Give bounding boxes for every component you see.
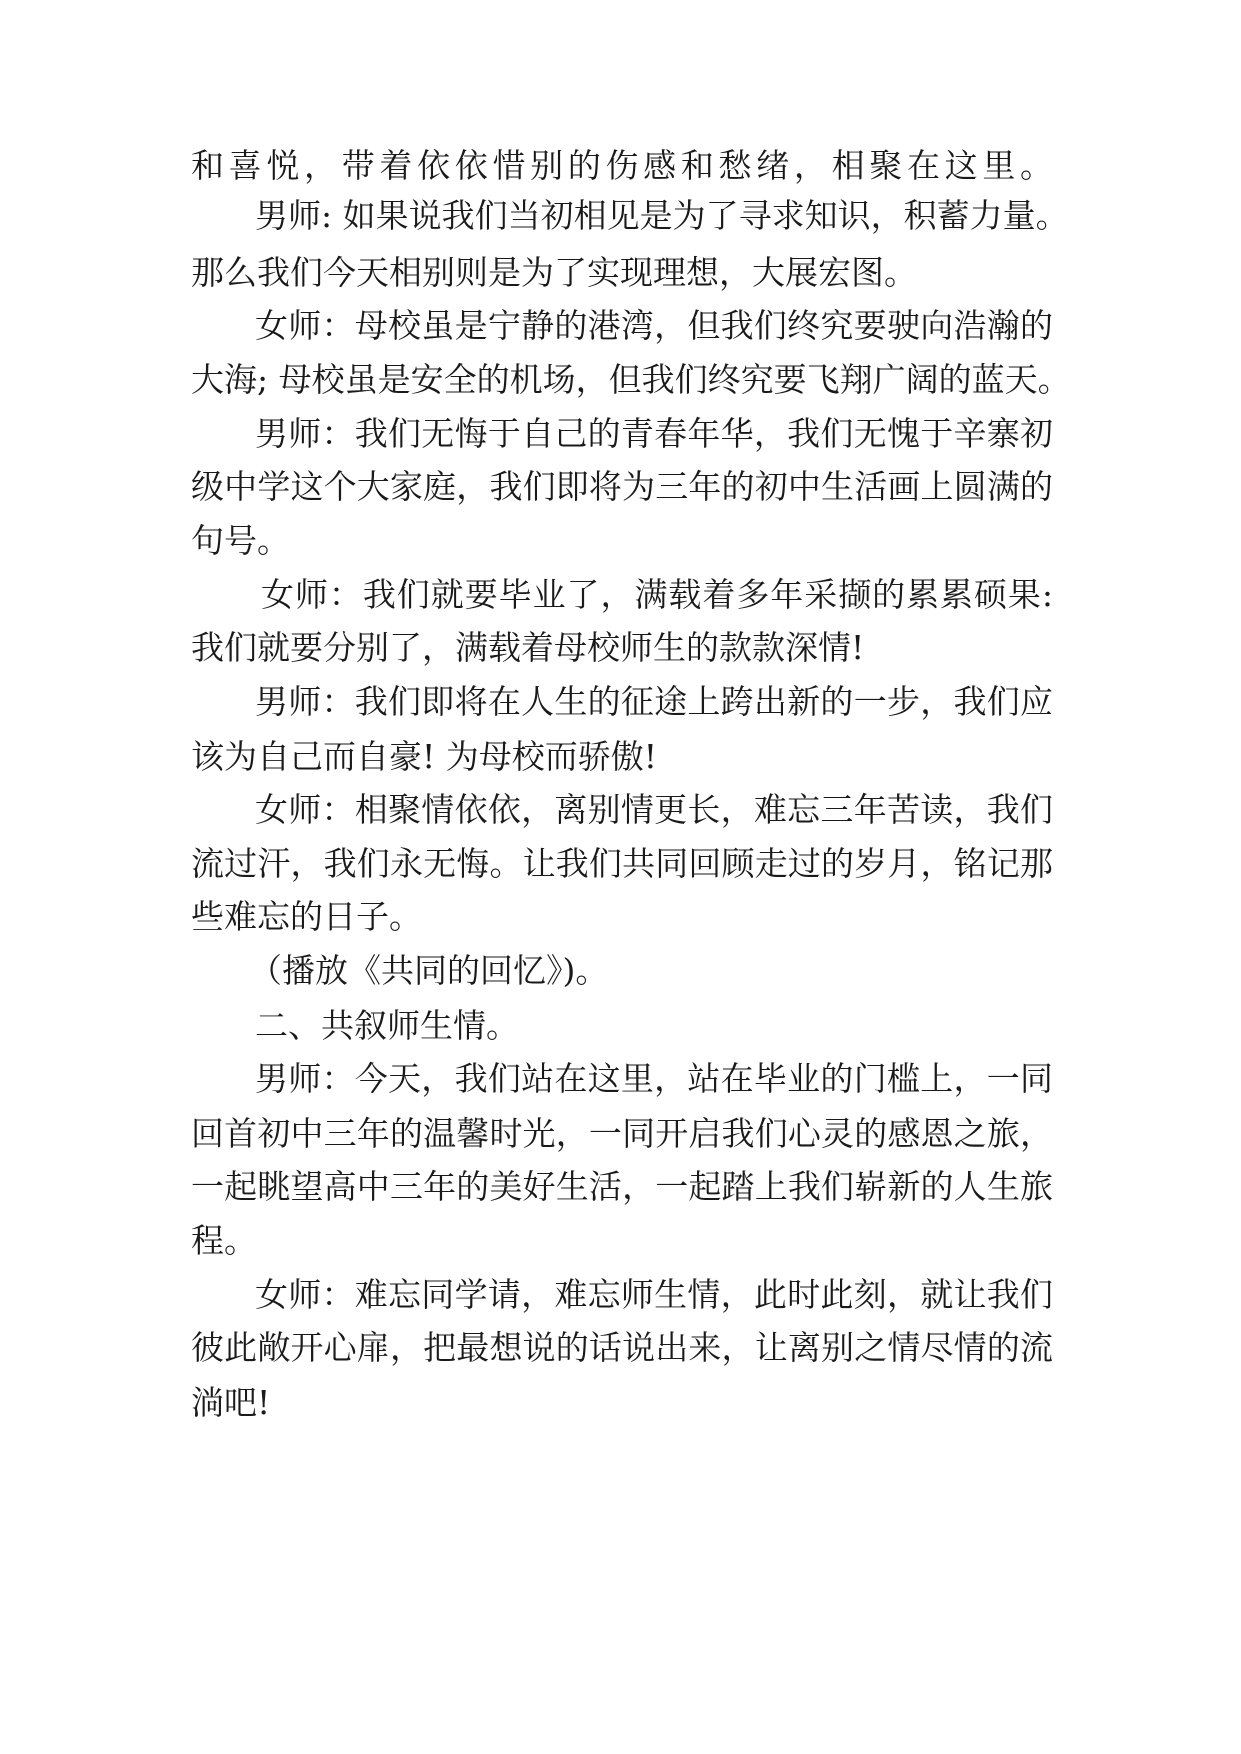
text-line: 回首初中三年的温馨时光，一同开启我们心灵的感恩之旅， bbox=[191, 1114, 1053, 1153]
text-line: 男师: 如果说我们当初相见是为了寻求知识，积蓄力量。 bbox=[255, 196, 1069, 235]
text-line: 句号。 bbox=[191, 521, 290, 560]
text-line: （播放《共同的回忆》)。 bbox=[249, 951, 609, 990]
text-line: 男师：我们无悔于自己的青春年华，我们无愧于辛寨初 bbox=[255, 414, 1053, 453]
text-line: 女师：母校虽是宁静的港湾，但我们终究要驶向浩瀚的 bbox=[255, 306, 1053, 345]
text-line: 男师：我们即将在人生的征途上跨出新的一步，我们应 bbox=[255, 682, 1053, 721]
text-line: 级中学这个大家庭，我们即将为三年的初中生活画上圆满的 bbox=[191, 467, 1053, 506]
text-line: 彼此敞开心扉，把最想说的话说出来，让离别之情尽情的流 bbox=[191, 1328, 1053, 1367]
text-line: 该为自己而自豪! 为母校而骄傲! bbox=[191, 737, 658, 776]
text-line: 女师：相聚情依依，离别情更长，难忘三年苦读，我们 bbox=[255, 790, 1053, 829]
text-line: 男师：今天，我们站在这里，站在毕业的门槛上，一同 bbox=[255, 1059, 1053, 1098]
text-line: 程。 bbox=[191, 1221, 257, 1260]
text-line: 女师：我们就要毕业了，满载着多年采撷的累累硕果: bbox=[261, 575, 1053, 614]
text-line: 我们就要分别了，满载着母校师生的款款深情! bbox=[191, 628, 865, 667]
text-line: 那么我们今天相别则是为了实现理想，大展宏图。 bbox=[191, 253, 917, 292]
text-line: 二、共叙师生情。 bbox=[255, 1006, 519, 1045]
text-line: 些难忘的日子。 bbox=[191, 897, 422, 936]
text-line: 流过汗，我们永无悔。让我们共同回顾走过的岁月，铭记那 bbox=[191, 844, 1053, 883]
text-line: 女师：难忘同学请，难忘师生情，此时此刻，就让我们 bbox=[255, 1275, 1053, 1314]
text-line: 和喜悦，带着依依惜别的伤感和愁绪，相聚在这里。 bbox=[191, 146, 1053, 185]
text-line: 淌吧! bbox=[191, 1383, 271, 1422]
text-line: 大海; 母校虽是安全的机场，但我们终究要飞翔广阔的蓝天。 bbox=[191, 360, 1071, 399]
text-line: 一起眺望高中三年的美好生活，一起踏上我们崭新的人生旅 bbox=[191, 1167, 1053, 1206]
